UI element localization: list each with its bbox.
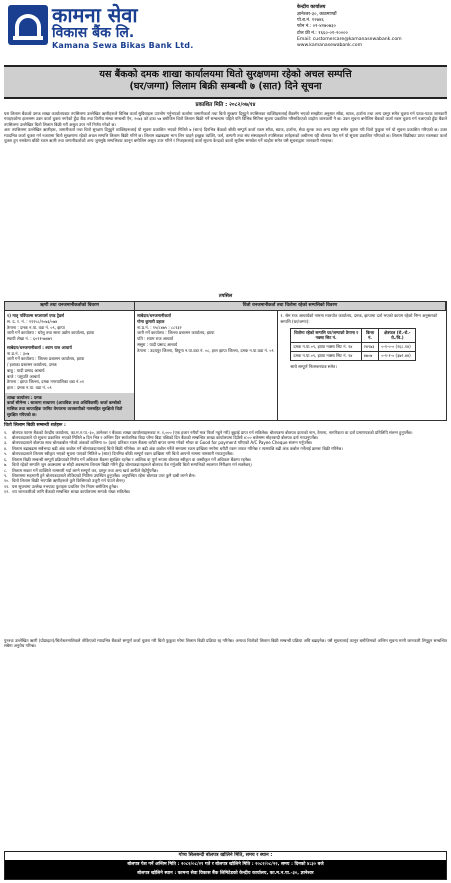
borrower-cell: [5, 311, 135, 419]
logo-name-nepali: कामना सेवा: [52, 3, 138, 27]
branch-box: [5, 393, 134, 420]
condition-text: धितो लिलाम बिक्री भएपछि ऋणीहरूले कुनै किसिमको उजुरी गर्न पाउने छैनन्।: [12, 478, 125, 484]
condition-number: ८.: [4, 467, 8, 473]
condition-text: बोलपत्रदाताले लिलाम स्वीकृत भएको सूचना पाएको मितिले ७ (सात) दिनभित्र बाँकी सम्पूर्ण रकम दाखिला गरी धितो आफ्नो नाममा नामसारी गराउनुपर्नेछ।: [12, 451, 234, 457]
condition-text: धितो रहेको सम्पत्ति जुन अवस्थामा छ सोही अवस्थामा लिलाम बिक्री गरिने हुँदा बोलपत्रदाताहरूले बोलपत्र पेश गर्नुअघि धितो सम्पत्तिको स्थलगत निरीक्षण गर्न सक्नेछन्।: [12, 462, 252, 468]
table-row: [291, 343, 416, 352]
header: [4, 3, 447, 65]
logo-subname-nepali: विकास बैंक लि.: [52, 25, 135, 41]
property-intro: १. श्रेम राज आचार्यको नाममा मालपोत कार्यालय, दमक, झापामा दर्ता भएको कायम रहेको निम्न अनुसारको सम्पत्ति (घर/जग्गा):: [280, 313, 438, 325]
table-row: [291, 351, 416, 360]
proprietor-line: जारी गर्ने कार्यालय : जिल्ला प्रशासन कार्यालय, झापा: [7, 356, 85, 362]
footer-heading: गोप्य सिलबन्दी बोलपत्र खोलिने मिति, समय र स्थान :: [178, 852, 273, 858]
proprietor-line: बाजे : पशुपति आचार्य: [7, 373, 40, 379]
logo-name-english: Kamana Sewa Bikas Bank Ltd.: [52, 41, 194, 51]
guarantor-line: पति : श्याम राज आचार्य: [137, 336, 174, 342]
property-location: दमक न.पा.०९, झापा नक्सा सिट नं. १४: [291, 351, 361, 360]
footer-location: बोलपत्र खोलिने स्थान : कामना सेवा विकास बैंक लिमिटेडको केन्द्रीय कार्यालय, का.म.न.पा.-३०, ज्ञानेश्वर: [5, 870, 446, 879]
proprietor-line: ठेगाना : झापा जिल्ला, दमक नगरपालिका वडा नं.०१: [7, 379, 84, 385]
condition-text: बोलपत्रदाताले बोलपत्र साथ बोलकबोल गरेको अंकको कम्तिमा १० (दश) प्रतिशत रकम बैंकमा धरौटी बापत जम्मा गरेको भौचर वा Good for payment गरिएको A/C Payee Cheque संलग्न गर्नुपर्नेछ।: [12, 440, 313, 446]
proprietor-line: / इलाका प्रशासन कार्यालय, दमक: [7, 362, 57, 368]
condition-number: ११.: [4, 483, 10, 489]
conditions-title: धितो लिलाम बिक्री सम्बन्धी शर्तहरू :: [4, 422, 66, 428]
logo-text: [52, 5, 193, 52]
condition-number: ७.: [4, 462, 8, 468]
guarantor-cell: [135, 311, 278, 419]
bid-opening-footer: [4, 851, 447, 880]
property-footer-note: साथै सम्पूर्ण निलम्बनपात्र समेत।: [290, 363, 337, 369]
guarantor-name: गोमा कुमारी दहाल: [137, 319, 165, 325]
condition-text: लिलाम बिक्री सम्बन्धी सम्पूर्ण प्रक्रियाको निर्णय गर्ने अधिकार बैंकमा सुरक्षित रहनेछ र आंशिक वा पूर्ण रूपमा बोलपत्र स्वीकृत वा अस्वीकृत गर्ने अधिकार बैंकमा रहनेछ।: [12, 456, 252, 462]
title-line-1: यस बैंकको दमक शाखा कार्यालयमा धितो सुरक्षणमा रहेको अचल सम्पत्ति: [99, 69, 352, 80]
conditions-list: [4, 430, 447, 636]
condition-number: १०.: [4, 478, 10, 484]
property-header-area: क्षेत्रफल (रो.-रो.-रो./वि.): [379, 328, 416, 342]
bank-emblem-icon: [8, 5, 48, 45]
bank-logo: [8, 5, 193, 52]
proprietor-line: हाल : दमक न.पा. वडा नं. ०९: [7, 384, 52, 390]
condition-number: ९.: [4, 472, 8, 478]
property-area: ०-१-१-० (३७२.४४): [379, 351, 416, 360]
intro-paragraph-1: यस लिलाम बैंकको दमक शाखा कार्यालयबाट तपसिलमा उल्लेखित ऋणीहरूले विभिन्न कर्जा सुविधाहरू उपभोग गर्नुभएको कर्जामा जमानीकर्ता तथा धितो सुरक्षण दिनुहुने तपसिलका व्यक्तिहरूलाई बैंकसँग भएको सम्झौता अनुसार साँवा, ब्याज, हर्जाना तथा अन्य दस्तुर समेत चुक्ता गर्न पटक-पटक जानकारी गराइएकोमा हालसम्म उक्त कर्जा चुक्ता नगरेको हुँदा बैंक तथा वित्तीय संस्था सम्बन्धी ऐन, २०७३ को दफा ५७ बमोजिम धितो लिलाम बिक्री गर्ने सम्बन्धमा पहिले पनि विभिन्न मितिमा सूचना प्रकाशित गरिसकिएको व्यहोरा जानकारी नै छ। उक्त सूचना बमोजिम बैंकको कर्जा रकम चुक्ता गर्न नआएको हुँदा बैंकले तपसिलमा उल्लेखित धितो लिलाम बिक्री गरी असुल उपर गर्ने निर्णय गरेको छ।: [4, 111, 447, 127]
property-location: दमक न.पा.०९, झापा नक्सा सिट नं. १४: [291, 343, 361, 352]
borrower-line: स. द. र. नं. : ११९५८/२०७३/०७४: [7, 319, 58, 325]
property-header-plot: कित्ता नं.: [361, 328, 379, 342]
contact-po-box: पो.ब.नं. १२७४६: [297, 17, 324, 23]
proprietor-line: ना.प्र.नं. : ३०७: [7, 350, 30, 356]
condition-number: १.: [4, 429, 8, 435]
property-cell: [278, 311, 446, 419]
condition-text: यस सूचनामा उल्लेख नभएका कुराहरू प्रचलित ऐन नियम बमोजिम हुनेछ।: [12, 483, 118, 489]
contact-phone: फोन नं.: ०१-४२७०७३०: [297, 24, 336, 30]
publish-date: प्रकाशित मिति : २०८२/०७/१४: [195, 101, 256, 108]
condition-text: लिलाम बढाबढमा सबैभन्दा बढी अंक कबोल गर्ने बोलपत्रदातालाई धितो बिक्री गरिनेछ। तर बढी अंक कबोल गर्नेले समयमा रकम दाखिला नगरेमा धरौटी रकम जफत गरिनेछ र त्यसपछि बढी अंक कबोल गर्नेलाई क्रमशः बिक्री गरिनेछ।: [12, 445, 343, 451]
postscript-note: पुनश्चः उल्लेखित ऋणी (प्रोप्राइटर)/धितोधनमालिकले तोकिएको म्यादभित्र बैंकको सम्पूर्ण कर्जा चुक्ता गरी धितो फुकुवा गरेमा लिलाम बिक्री प्रक्रिया रद्द गरिनेछ। अन्यथा धितोको लिलाम बिक्री सम्बन्धी प्रक्रिया अघि बढाइनेछ। यसै सूचनालाई कानून बमोजिमको अन्तिम सूचना मानी जानकारी लिनुहुन सम्बन्धित सबैमा अनुरोध गरिन्छ।: [4, 637, 447, 649]
guarantor-line: जारी गर्ने कार्यालय : जिल्ला प्रशासन कार्यालय, झापा: [137, 330, 215, 336]
condition-text: बोलपत्र फारम बैंकको केन्द्रीय कार्यालय, का.म.न.पा.-३०, ज्ञानेश्वर र बैंकका शाखा कार्यालयहरूबाट रु. १,००० (एक हजार रुपैयाँ मात्र फिर्ता नहुने गरी) बुझाई प्राप्त गर्न सकिनेछ। बोलपत्रमा बोलपत्र दाताको नाम, ठेगाना, नागरिकता वा दर्ता प्रमाणपत्रको प्रतिलिपि संलग्न हुनुपर्नेछ।: [12, 429, 413, 435]
table-header-borrower: ऋणी तथा धनजमानीकर्ताको विवरण: [5, 302, 135, 311]
condition-number: ५.: [4, 451, 8, 457]
property-area: ०-१-०-० (२६८.१४): [379, 343, 416, 352]
condition-number: १२.: [4, 489, 10, 495]
contact-email: Email: customercare@kamanasewabank.com: [297, 36, 402, 42]
branch-title: शाखा कार्यालय : दमक: [7, 394, 42, 400]
guarantor-heading: साबेदार/धनजमानीकर्ता: [137, 313, 171, 319]
borrower-name: १) मातृ पर्विफल्स सप्लायर्स एण्ड ट्रेडर्स: [7, 313, 64, 319]
notice-title: [4, 65, 447, 99]
auction-conditions: [4, 423, 447, 684]
contact-website: www.kamanasewabank.com: [297, 43, 363, 49]
condition-number: २.: [4, 435, 8, 441]
borrower-line: स्थायी लेखा नं. : ६०९१५७४७९: [7, 336, 53, 342]
proprietor-heading: साबेदार/धनजमानीकर्ता : श्याम राज आचार्य: [7, 344, 72, 350]
intro-text: [4, 111, 447, 293]
borrower-line: ठेगाना : दमक न.पा. वडा नं. ०९, झापा: [7, 324, 65, 330]
property-plot-number: २४९७३: [361, 343, 379, 352]
guarantor-line: ससुरा : यादी प्रसाद आचार्य: [137, 341, 178, 347]
condition-number: ३.: [4, 440, 8, 446]
condition-number: ४.: [4, 445, 8, 451]
condition-number: ६.: [4, 456, 8, 462]
condition-text: बोलपत्रदाताले यो सूचना प्रकाशित भएको मितिले ७ दिन भित्र र अन्तिम दिन सार्वजनिक बिदा परेमा बिदा पछिको दिन बैंकको सम्बन्धित शाखा कार्यालयमा दिउँसो ४:०० बजेसम्म मोहरबन्दी बोलपत्र दर्ता गराउनुपर्नेछ।: [12, 435, 319, 441]
contact-info: [297, 5, 447, 50]
contact-heading: केन्द्रीय कार्यालय: [297, 5, 326, 10]
proprietor-line: बाबु : यादी प्रसाद आचार्य: [7, 367, 45, 373]
condition-text: थप जानकारीको लागि बैंकको सम्बन्धित शाखा कार्यालयमा सम्पर्क राख्न सकिनेछ।: [12, 489, 131, 495]
contact-toll-free: टोल फ्री नं.: १६६०-०१-२००००: [297, 30, 348, 36]
table-header-property: धितो धनजमानीकर्ता तथा धितोमा रहेको सम्पत्तिको विवरण: [135, 302, 446, 311]
title-line-2: (घर/जग्गा) लिलाम बिक्री सम्बन्धी ७ (सात) दिने सूचना: [129, 81, 322, 93]
property-header-location: धितोमा रहेको सम्पत्ति घर/जग्गाको ठेगाना र नक्सा सिट नं.: [291, 328, 361, 342]
condition-text: लिलाममा सहभागी हुने बोलपत्रदाताले तोकिएको मितिमा उपस्थित हुनुपर्नेछ। अनुपस्थित रहेमा बोलपत्र उपर कुनै दाबी लाग्ने छैन।: [12, 472, 196, 478]
property-table-header: [291, 328, 416, 342]
property-table: [290, 328, 416, 361]
guarantor-line: ठेगाना : उदयपुर जिल्ला, त्रियुगा न.पा.वडा नं. ०८, हाल झापा जिल्ला, दमक न.पा.वडा नं. ०९: [137, 347, 274, 353]
guarantor-line: ना.प्र.नं. : १५/८४७५ : ८८१३२: [137, 324, 182, 330]
contact-address: ज्ञानेश्वर-३०, काठमाण्डौं: [297, 11, 337, 17]
property-plot-number: ४७०७: [361, 351, 379, 360]
condition-text: लिलाम सकार गर्ने व्यक्तिले नामसारी गर्दा लाग्ने सम्पूर्ण कर, दस्तुर तथा अन्य खर्च आफैंले बेहोर्नुपर्नेछ।: [12, 467, 159, 473]
intro-paragraph-2: अतः तपसिलमा उल्लेखित ऋणीहरू, जमानीकर्ता तथा धितो सुरक्षण दिनुहुने व्यक्तिहरूलाई यो सूचना प्रकाशित भएको मितिले ७ (सात) दिनभित्र बैंकको बाँकी सम्पूर्ण कर्जा रकम साँवा, ब्याज, हर्जाना, सेवा शुल्क तथा अन्य दस्तुर समेत चुक्ता गरी धितो फुकुवा गर्न यो सूचना प्रकाशित गरिएको छ। उक्त म्यादभित्र कर्जा चुक्ता गर्न नआएमा धितो सुरक्षणमा रहेको अचल सम्पत्ति लिलाम बिक्री गरिने छ। लिलाम बढाबढमा भाग लिन चाहने इच्छुक व्यक्ति, फर्म, कम्पनी तथा संघ संस्थाहरूले तपसिलका शर्तहरूको अधीनमा रही बोलपत्र पेश गर्न यो सूचना प्रकाशित गरिएको छ। लिलाम बिक्रीबाट प्राप्त रकमबाट कर्जा चुक्ता हुन नसकेमा बाँकी रकम ऋणी तथा जमानीकर्ताको अन्य जुनसुकै सम्पत्तिबाट कानून बमोजिम असुल उपर गरिने र निजहरूलाई कर्जा सूचना केन्द्रको कालो सूचीमा समावेश गर्ने व्यहोरा समेत यसै सूचनाद्वारा जानकारी गराइन्छ।: [4, 127, 447, 144]
borrower-line: जारी गर्ने कार्यालय : घरेलु तथा साना उद्योग कार्यालय, झापा: [7, 330, 95, 336]
schedule-label: तपसिल: [218, 294, 233, 300]
footer-dates: बोलपत्र पेश गर्ने अन्तिम मिति : २०८२/०८/२१ गते र बोलपत्र खोलिने मिति : २०८२/०८/२२, समय : दिनको ४:३० बजे: [5, 860, 446, 870]
branch-text: कर्जा सीमेन्स : सालाना साधारण (आवधिक तथा अधिविकर्षी) कर्जा कम्बोको मासिक तथा साप्ताहिक परमिट वेगरारमा व्यवसायीको नामसहित सुरक्षितो धितो सुरक्षित गरिएको छ।: [7, 400, 123, 417]
condition-item: [4, 489, 447, 494]
borrower-property-table: [4, 301, 447, 420]
